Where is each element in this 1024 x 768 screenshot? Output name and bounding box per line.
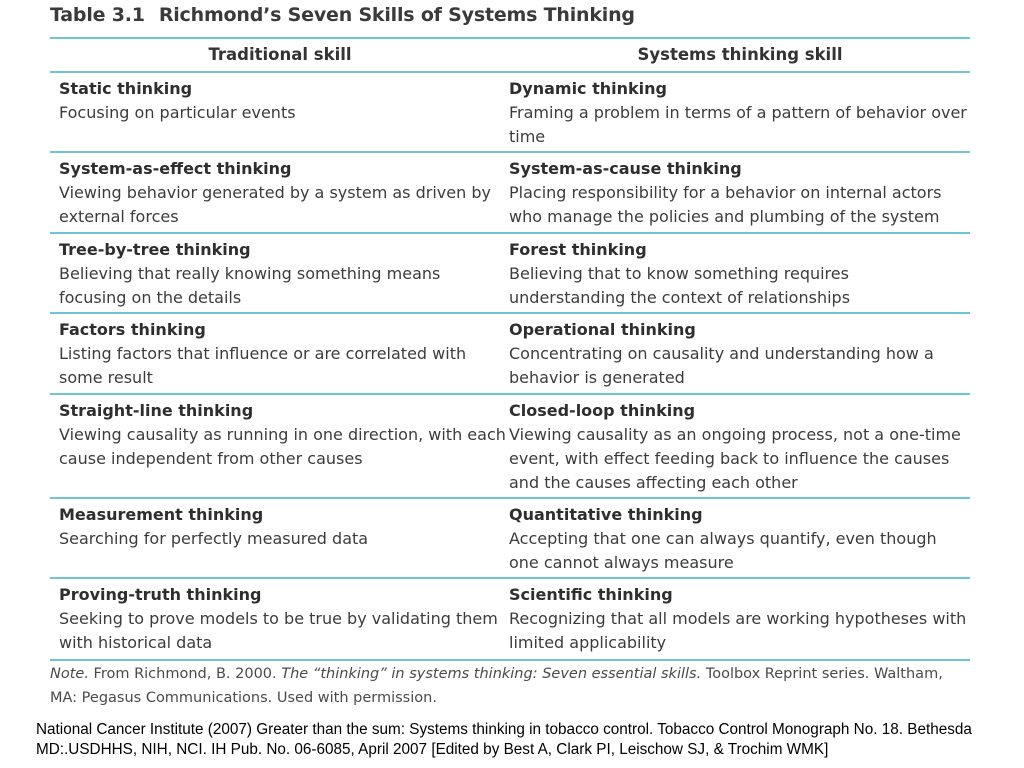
skill-name: Forest thinking [509, 240, 647, 259]
table-row [50, 73, 970, 153]
table-row [50, 579, 970, 661]
skill-description: Listing factors that influence or are correlated with some result [59, 344, 467, 387]
systems-cell [509, 77, 970, 151]
note-text-2: Toolbox Reprint series. Waltham, MA: Pegasus Communications. Used with permission. [50, 666, 943, 706]
skill-name: Scientific thinking [509, 585, 673, 604]
skill-description: Placing responsibility for a behavior on internal actors who manage the policies and plumbing of the system [509, 183, 942, 226]
skill-name: Quantitative thinking [509, 505, 703, 524]
traditional-cell [50, 318, 509, 393]
skill-description: Believing that really knowing something means focusing on the details [59, 264, 441, 307]
traditional-cell [50, 238, 509, 312]
table-row [50, 234, 970, 314]
skill-name: System-as-effect thinking [59, 159, 292, 178]
table-row [50, 314, 970, 395]
table-title [50, 4, 635, 26]
skill-name: Factors thinking [59, 320, 206, 339]
systems-cell [509, 503, 970, 577]
traditional-cell [50, 157, 509, 232]
skill-name: Operational thinking [509, 320, 696, 339]
skill-name: Tree-by-tree thinking [59, 240, 251, 259]
skill-description: Viewing causality as running in one direction, with each cause independent from other causes [59, 425, 506, 468]
traditional-cell [50, 77, 509, 151]
table-note [50, 662, 970, 710]
skill-description: Focusing on particular events [59, 103, 296, 122]
systems-cell [509, 157, 970, 232]
header-traditional-skill: Traditional skill [208, 45, 352, 64]
traditional-cell [50, 583, 509, 659]
table-row [50, 153, 970, 234]
table-number: Table 3.1 [50, 4, 145, 26]
systems-cell [509, 583, 970, 659]
traditional-cell [50, 503, 509, 577]
note-work-title: The “thinking” in systems thinking: Seven essential skills. [281, 666, 702, 682]
table-header-row [50, 39, 970, 73]
systems-cell [509, 318, 970, 393]
skill-description: Framing a problem in terms of a pattern of behavior over time [509, 103, 967, 146]
skill-name: Straight-line thinking [59, 401, 254, 420]
skill-description: Viewing behavior generated by a system as driven by external forces [59, 183, 491, 226]
skill-name: Measurement thinking [59, 505, 264, 524]
table-row [50, 499, 970, 579]
skill-name: Dynamic thinking [509, 79, 667, 98]
systems-cell [509, 238, 970, 312]
skill-description: Searching for perfectly measured data [59, 529, 369, 548]
skill-description: Concentrating on causality and understanding how a behavior is generated [509, 344, 934, 387]
source-citation: National Cancer Institute (2007) Greater than the sum: Systems thinking in tobacco control. Tobacco Control Monograph No. 18. Bethesda MD:.USDHHS, NIH, NCI. IH Pub. No. 06-6085, April 2007 [Edited by Best A, Clark PI, Leischow SJ, & Trochim WMK] [36, 721, 972, 758]
skill-description: Believing that to know something requires understanding the context of relationships [509, 264, 851, 307]
skill-description: Seeking to prove models to be true by validating them with historical data [59, 609, 498, 652]
systems-cell [509, 399, 970, 497]
traditional-cell [50, 399, 509, 497]
skill-description: Accepting that one can always quantify, even though one cannot always measure [509, 529, 937, 572]
note-text-1: From Richmond, B. 2000. [88, 666, 282, 682]
skill-description: Recognizing that all models are working hypotheses with limited applicability [509, 609, 967, 652]
skill-description: Viewing causality as an ongoing process, not a one-time event, with effect feeding back to influence the causes and the causes affecting each other [509, 425, 961, 492]
table-row [50, 395, 970, 499]
table-title-text: Richmond’s Seven Skills of Systems Thinking [158, 4, 635, 26]
skill-name: Static thinking [59, 79, 193, 98]
skill-name: Closed-loop thinking [509, 401, 696, 420]
header-systems-thinking-skill: Systems thinking skill [637, 45, 843, 64]
skill-name: System-as-cause thinking [509, 159, 742, 178]
skill-name: Proving-truth thinking [59, 585, 262, 604]
skills-table [50, 37, 970, 661]
note-label: Note. [50, 666, 89, 682]
